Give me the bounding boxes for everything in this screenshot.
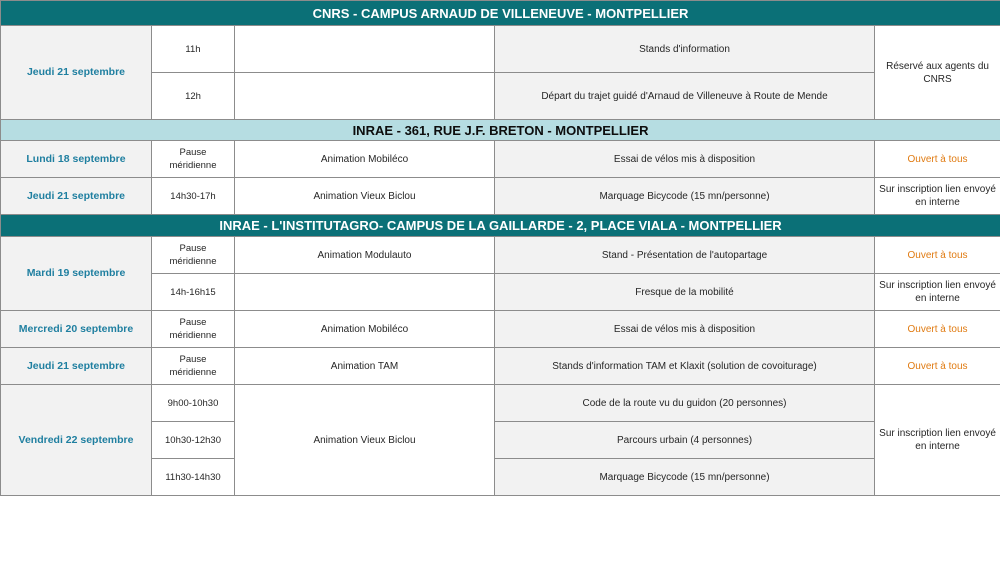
access-cell: Ouvert à tous bbox=[875, 141, 1000, 178]
description-cell: Parcours urbain (4 personnes) bbox=[495, 422, 875, 459]
day-label: Vendredi 22 septembre bbox=[1, 385, 152, 496]
time-cell: Pause méridienne bbox=[152, 348, 235, 385]
animation-cell: Animation Modulauto bbox=[235, 237, 495, 274]
animation-cell: Animation Mobiléco bbox=[235, 141, 495, 178]
section-header-inrae-breton: INRAE - 361, RUE J.F. BRETON - MONTPELLIER bbox=[1, 120, 1000, 141]
day-label: Mardi 19 septembre bbox=[1, 237, 152, 311]
animation-cell bbox=[235, 26, 495, 73]
description-cell: Code de la route vu du guidon (20 personnes) bbox=[495, 385, 875, 422]
description-cell: Départ du trajet guidé d'Arnaud de Villeneuve à Route de Mende bbox=[495, 73, 875, 120]
access-cell: Ouvert à tous bbox=[875, 311, 1000, 348]
time-cell: 11h bbox=[152, 26, 235, 73]
access-cell: Sur inscription lien envoyé en interne bbox=[875, 274, 1000, 311]
description-cell: Essai de vélos mis à disposition bbox=[495, 311, 875, 348]
animation-cell bbox=[235, 73, 495, 120]
access-cell: Sur inscription lien envoyé en interne bbox=[875, 178, 1000, 215]
day-label: Mercredi 20 septembre bbox=[1, 311, 152, 348]
access-cell: Ouvert à tous bbox=[875, 348, 1000, 385]
animation-cell: Animation Vieux Biclou bbox=[235, 178, 495, 215]
animation-cell: Animation TAM bbox=[235, 348, 495, 385]
day-label: Jeudi 21 septembre bbox=[1, 348, 152, 385]
time-cell: 9h00-10h30 bbox=[152, 385, 235, 422]
animation-cell: Animation Vieux Biclou bbox=[235, 385, 495, 496]
time-cell: 11h30-14h30 bbox=[152, 459, 235, 496]
description-cell: Stands d'information bbox=[495, 26, 875, 73]
animation-cell bbox=[235, 274, 495, 311]
access-cell: Ouvert à tous bbox=[875, 237, 1000, 274]
time-cell: Pause méridienne bbox=[152, 237, 235, 274]
description-cell: Marquage Bicycode (15 mn/personne) bbox=[495, 178, 875, 215]
time-cell: 12h bbox=[152, 73, 235, 120]
time-cell: Pause méridienne bbox=[152, 141, 235, 178]
time-cell: Pause méridienne bbox=[152, 311, 235, 348]
section-header-cnrs: CNRS - CAMPUS ARNAUD DE VILLENEUVE - MONTPELLIER bbox=[1, 1, 1000, 26]
animation-cell: Animation Mobiléco bbox=[235, 311, 495, 348]
description-cell: Stand - Présentation de l'autopartage bbox=[495, 237, 875, 274]
access-cell: Réservé aux agents du CNRS bbox=[875, 26, 1000, 120]
section-header-inrae-gaillarde: INRAE - L'INSTITUTAGRO- CAMPUS DE LA GAILLARDE - 2, PLACE VIALA - MONTPELLIER bbox=[1, 215, 1000, 237]
day-label: Jeudi 21 septembre bbox=[1, 178, 152, 215]
access-cell: Sur inscription lien envoyé en interne bbox=[875, 385, 1000, 496]
day-label: Jeudi 21 septembre bbox=[1, 26, 152, 120]
time-cell: 10h30-12h30 bbox=[152, 422, 235, 459]
description-cell: Marquage Bicycode (15 mn/personne) bbox=[495, 459, 875, 496]
time-cell: 14h30-17h bbox=[152, 178, 235, 215]
time-cell: 14h-16h15 bbox=[152, 274, 235, 311]
description-cell: Essai de vélos mis à disposition bbox=[495, 141, 875, 178]
description-cell: Fresque de la mobilité bbox=[495, 274, 875, 311]
description-cell: Stands d'information TAM et Klaxit (solution de covoiturage) bbox=[495, 348, 875, 385]
day-label: Lundi 18 septembre bbox=[1, 141, 152, 178]
